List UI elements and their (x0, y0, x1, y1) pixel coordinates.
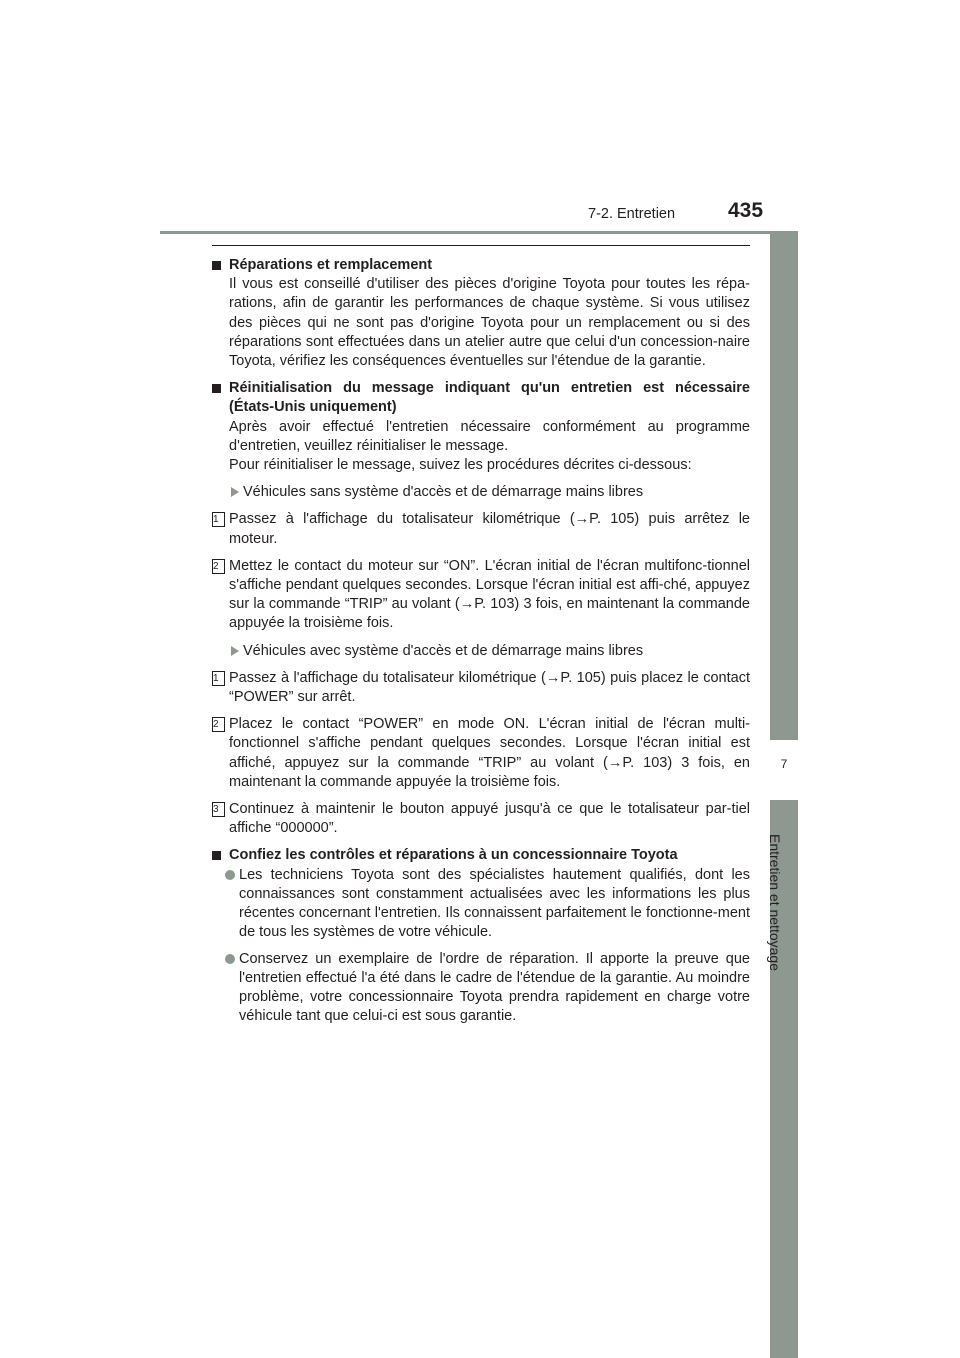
step-number-icon: 1 (212, 512, 225, 527)
square-bullet-icon (212, 384, 221, 393)
circle-bullet-icon (225, 954, 235, 964)
step-text: Passez à l'affichage du totalisateur kilométrique (→P. 105) puis placez le contact “POWER” sur arrêt. (229, 669, 750, 706)
triangle-bullet-icon (231, 646, 239, 656)
content-rule (212, 245, 750, 246)
group1-step-2 (212, 557, 750, 634)
circle-bullet-icon (225, 870, 235, 880)
group2-step-2 (212, 715, 750, 792)
triangle-bullet-icon (231, 487, 239, 497)
step-text: Placez le contact “POWER” en mode ON. L'écran initial de l'écran multi-fonctionnel s'affiche pendant quelques secondes. Lorsque l'écran initial est affiché, appuyez sur la commande “TRIP” au volant (→P. 103) 3 fois, en maintenant la commande appuyée la troisième fois. (229, 716, 750, 790)
square-bullet-icon (212, 261, 221, 270)
header-rule (160, 231, 798, 234)
section-title: 7-2. Entretien (588, 206, 676, 222)
step-text: Mettez le contact du moteur sur “ON”. L'écran initial de l'écran multifonc-tionnel s'affiche pendant quelques secondes. Lorsque l'écran initial est affi-ché, appuyez sur la commande “TRIP” au volant (→P. 103) 3 fois, en maintenant la commande appuyée la troisième fois. (229, 557, 750, 632)
dealer-bullet-2 (212, 950, 750, 1027)
step-text: Continuez à maintenir le bouton appuyé jusqu'à ce que le totalisateur par-tiel affiche “000000”. (229, 801, 750, 837)
step-number-icon: 1 (212, 671, 225, 686)
chapter-title: Entretien et nettoyage (767, 834, 783, 971)
group-title-text: Véhicules sans système d'accès et de démarrage mains libres (243, 484, 644, 501)
reset-intro-2: Pour réinitialiser le message, suivez les procédures décrites ci-dessous: (229, 457, 692, 474)
step-number-icon: 2 (212, 559, 225, 574)
bullet-text: Conservez un exemplaire de l'ordre de réparation. Il apporte la preuve que l'entretien effectué l'a été dans le cadre de l'étendue de la garantie. Au moindre problème, votre concessionnaire Toyota prendra rapidement en charge votre véhicule tant que celui-ci est sous garantie. (239, 950, 750, 1025)
section-heading-reset (212, 379, 750, 417)
heading-text: Confiez les contrôles et réparations à un concessionnaire Toyota (229, 847, 678, 864)
group1-step-1 (212, 510, 750, 548)
bullet-text: Les techniciens Toyota sont des spécialistes hautement qualifiés, dont les connaissances sont constamment actualisées avec les informations les plus récentes concernant l'entretien. Ils connaissent parfaitement le fonctionne-ment de tous les systèmes de votre véhicule. (239, 866, 750, 941)
group2-step-3 (212, 800, 750, 838)
reset-intro: Après avoir effectué l'entretien nécessaire conformément au programme d'entretien, veuillez réinitialiser le message. (229, 418, 750, 454)
heading-text: Réparations et remplacement (229, 257, 433, 273)
step-number-icon: 3 (212, 802, 225, 817)
dealer-bullet-1 (212, 866, 750, 943)
group2-title (212, 642, 750, 661)
step-number-icon: 2 (212, 717, 225, 732)
section-heading-repairs (212, 256, 750, 275)
group1-title (212, 483, 750, 502)
group2-step-1 (212, 669, 750, 707)
page-content (212, 256, 750, 1033)
step-text: Passez à l'affichage du totalisateur kilométrique (→P. 105) puis arrêtez le moteur. (229, 511, 750, 547)
heading-text: Réinitialisation du message indiquant qu'un entretien est nécessaire (États-Unis uniquement) (229, 380, 750, 416)
page-number: 435 (728, 199, 764, 222)
square-bullet-icon (212, 851, 221, 860)
repairs-body: Il vous est conseillé d'utiliser des pièces d'origine Toyota pour toutes les répa-rations, afin de garantir les performances de chaque système. Si vous utilisez des pièces qui ne sont pas d'origine Toyota pour un remplacement ou si des réparations sont effectuées dans un atelier autre que celui d'un concession-naire Toyota, vérifiez les conséquences éventuelles sur l'étendue de la garantie. (229, 276, 750, 370)
section-heading-dealer (212, 846, 750, 865)
group-title-text: Véhicules avec système d'accès et de démarrage mains libres (243, 642, 644, 659)
chapter-number: 7 (780, 757, 788, 771)
